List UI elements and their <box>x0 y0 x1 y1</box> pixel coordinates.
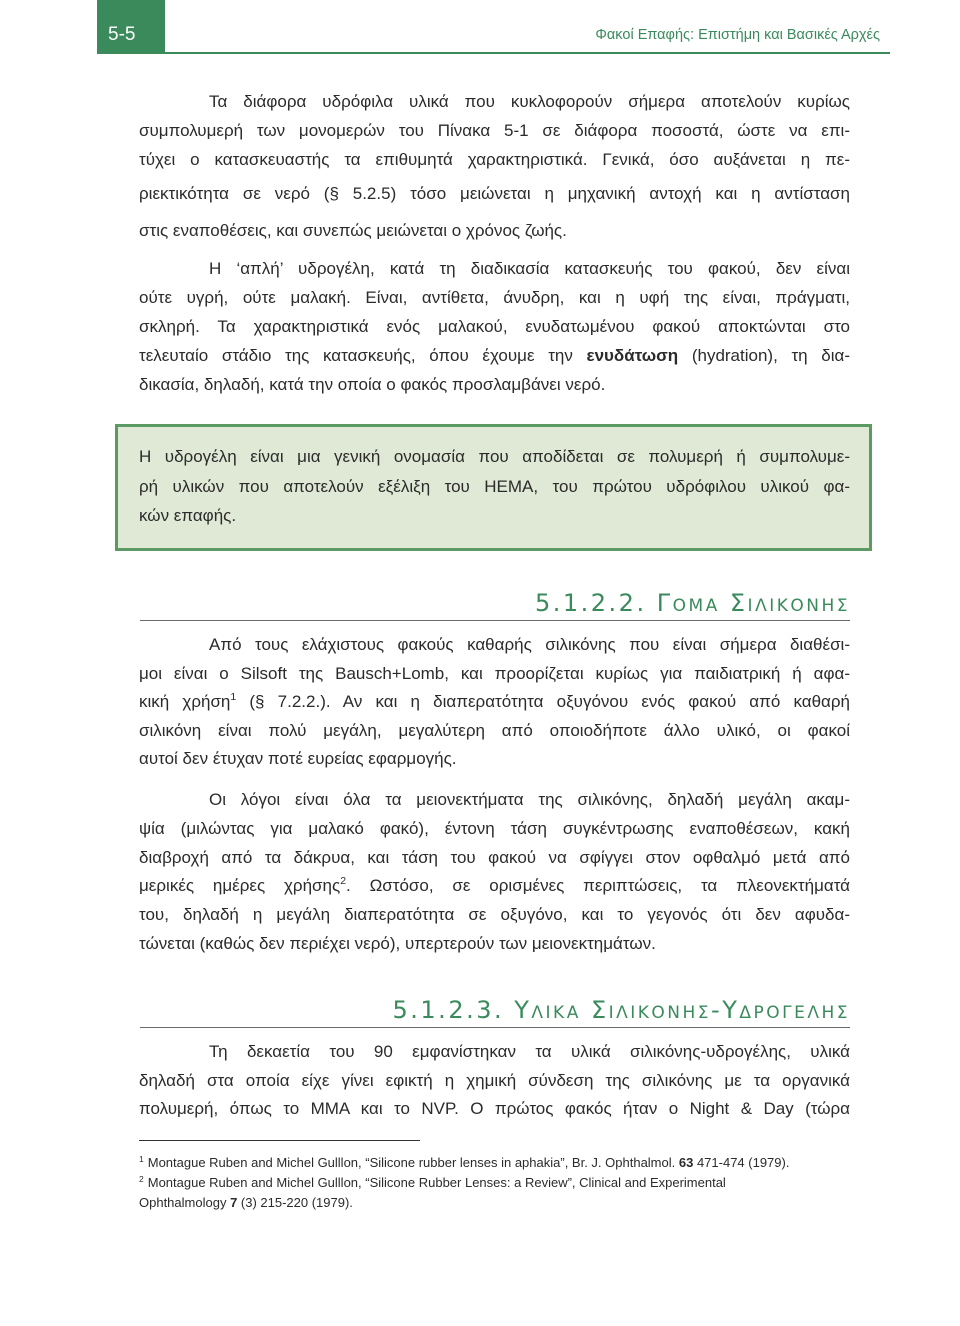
callout-line: κών επαφής. <box>139 506 237 525</box>
line-text: (§ 7.2.2.). Αν και η διαπερατότητα οξυγόνου ενός φακού από καθαρή <box>236 692 850 711</box>
paragraph-line: τύχει ο κατασκευαστής τα επιθυμητά χαρακτηριστικά. Γενικά, όσο αυξάνεται η πε- <box>139 150 850 169</box>
section-number: 5.1.2.2. <box>534 589 647 617</box>
section-heading-rule <box>140 620 850 621</box>
footnote-separator <box>139 1140 420 1141</box>
paragraph-line: αυτοί δεν έτυχαν ποτέ ευρείας εφαρμογής. <box>139 749 457 768</box>
paragraph-line: Τα διάφορα υδρόφιλα υλικά που κυκλοφορούν σήμερα αποτελούν κυρίως <box>209 92 850 111</box>
footnote <box>139 1153 899 1173</box>
body-paragraph <box>139 786 850 959</box>
paragraph-line: στις εναποθέσεις, και συνεπώς μειώνεται ο χρόνος ζωής. <box>139 221 567 240</box>
paragraph-line: πολυμερή, όπως το MMA και το NVP. Ο πρώτος φακός ήταν ο Night & Day (τώρα <box>139 1099 850 1118</box>
footnote-text: Montague Ruben and Michel Gulllon, “Silicone Rubber Lenses: a Review”, Clinical and Experimental <box>147 1175 726 1190</box>
line-text: κική χρήση <box>139 692 231 711</box>
paragraph-line: τώνεται (καθώς δεν περιέχει νερό), υπερτερούν των μειονεκτημάτων. <box>139 933 656 953</box>
paragraph-line: σκληρή. Τα χαρακτηριστικά ενός μαλακού, ενυδατωμένου φακού αποκτώνται στο <box>139 317 850 336</box>
paragraph-line: δικασία, δηλαδή, κατά την οποία ο φακός προσλαμβάνει νερό. <box>139 375 606 394</box>
running-title: Φακοί Επαφής: Επιστήμη και Βασικές Αρχές <box>595 27 880 43</box>
paragraph-line: ριεκτικότητα σε νερό (§ 5.2.5) τόσο μειώνεται η μηχανική αντοχή και η αντίσταση <box>139 184 850 203</box>
paragraph-line: ψία (μιλώντας για μαλακό φακό), έντονη τάση συγκέντρωσης εναποθέσεων, κακή <box>139 818 850 838</box>
footnote-text: Ophthalmology <box>139 1195 231 1210</box>
callout-line: ρή υλικών που αποτελούν εξέλιξη του HEMA, του πρώτου υδρόφιλου υλικού φα- <box>139 476 850 496</box>
page-number: 5-5 <box>108 24 136 45</box>
footnote-reference: 2 <box>340 875 347 888</box>
paragraph-line: Οι λόγοι είναι όλα τα μειονεκτήματα της σιλικόνης, δηλαδή μεγάλη ακαμ- <box>209 790 850 809</box>
line-text: τελευταίο στάδιο της κατασκευής, όπου έχουμε την <box>139 346 587 365</box>
section-title: Υλικα Σιλικονης-Υδρογελης <box>514 996 850 1024</box>
footnote-continuation <box>139 1193 899 1213</box>
body-paragraph <box>139 1038 850 1124</box>
footnote-marker: 2 <box>139 1174 144 1184</box>
page-number-badge <box>97 0 165 54</box>
paragraph-line <box>139 341 850 370</box>
paragraph-line: μοι είναι ο Silsoft της Bausch+Lomb, και προορίζεται κυρίως για παιδιατρική ή αφα- <box>139 663 850 683</box>
paragraph-line: δηλαδή στα οποία είχε γίνει εφικτή η χημική σύνδεση της σιλικόνης με τα οργανικά <box>139 1070 850 1090</box>
section-heading <box>139 995 850 1025</box>
section-heading <box>139 588 850 618</box>
body-paragraph <box>139 87 850 245</box>
paragraph-line: Από τους ελάχιστους φακούς καθαρής σιλικόνης που είναι σήμερα διαθέσι- <box>209 635 850 654</box>
paragraph-line: διαβροχή από τα δάκρυα, και τάση του φακού να σφίγγει στον οφθαλμό μετά από <box>139 847 850 867</box>
header-rule <box>97 52 890 54</box>
paragraph-line <box>139 688 850 717</box>
paragraph-line: Η ‘απλή’ υδρογέλη, κατά τη διαδικασία κατασκευής του φακού, δεν είναι <box>209 259 850 278</box>
paragraph-line: συμπολυμερή των μονομερών του Πίνακα 5-1 σε διάφορα ποσοστά, ώστε να επι- <box>139 121 850 140</box>
journal-volume: 7 <box>230 1195 238 1210</box>
footnotes <box>139 1153 899 1213</box>
footnote-reference: 1 <box>230 691 237 703</box>
line-text: μερικές ημέρες χρήσης <box>139 876 341 896</box>
footnote <box>139 1173 899 1193</box>
section-number: 5.1.2.3. <box>392 996 505 1024</box>
paragraph-line: σιλικόνη είναι πολύ μεγάλη, μεγαλύτερη από οποιοδήποτε άλλο υλικό, οι φακοί <box>139 720 850 740</box>
bold-term: ενυδάτωση <box>586 346 679 365</box>
body-paragraph <box>139 254 850 399</box>
footnote-text: (3) 215-220 (1979). <box>237 1195 353 1210</box>
paragraph-line: του, δηλαδή η μεγάλη διαπερατότητα σε οξυγόνο, και το γεγονός ότι δεν αφυδα- <box>139 905 850 925</box>
footnote-text: 471-474 (1979). <box>693 1155 790 1170</box>
body-paragraph <box>139 631 850 774</box>
line-text: . Ωστόσο, σε ορισμένες περιπτώσεις, τα πλεονεκτήματά <box>346 876 851 896</box>
footnote-marker: 1 <box>139 1154 144 1164</box>
section-heading-rule <box>140 1027 850 1028</box>
paragraph-line: Τη δεκαετία του 90 εμφανίστηκαν τα υλικά σιλικόνης-υδρογέλης, υλικά <box>209 1042 850 1061</box>
footnote-text: Montague Ruben and Michel Gulllon, “Silicone rubber lenses in aphakia”, Br. J. Ophthalmol. <box>147 1155 679 1170</box>
paragraph-line <box>139 872 850 901</box>
paragraph-line: ούτε υγρή, ούτε μαλακή. Είναι, αντίθετα, άνυδρη, και η υφή της είναι, πράγματι, <box>139 288 850 307</box>
section-title: Γομα Σιλικονης <box>656 589 850 617</box>
definition-callout <box>115 424 872 551</box>
callout-line: Η υδρογέλη είναι μια γενική ονομασία που αποδίδεται σε πολυμερή ή συμπολυμε- <box>139 447 850 466</box>
journal-volume: 63 <box>678 1155 694 1170</box>
line-text: (hydration), τη δια- <box>678 346 850 365</box>
